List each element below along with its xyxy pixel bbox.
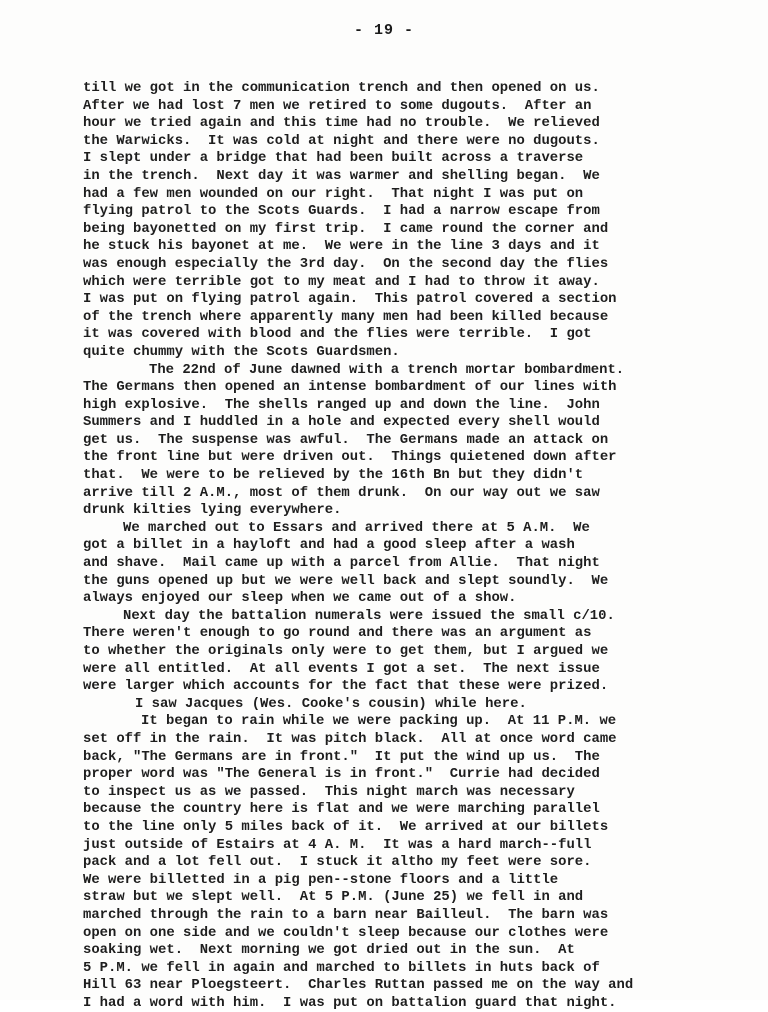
text-line: to inspect us as we passed. This night march was necessary [83, 783, 575, 800]
text-line: to whether the originals only were to get them, but I argued we [83, 643, 609, 659]
body-text [83, 80, 693, 1012]
text-line: Next day the battalion numerals were issued the small c/10. [123, 607, 615, 624]
text-line: which were terrible got to my meat and I had to throw it away. [83, 273, 600, 290]
text-line: the guns opened up but we were well back and slept soundly. We [83, 572, 609, 589]
text-line: were all entitled. At all events I got a set. The next issue [83, 660, 600, 677]
text-line: drunk kilties lying everywhere. [83, 502, 342, 519]
text-line: the front line but were driven out. Things quietened down after [83, 449, 617, 466]
text-line: had a few men wounded on our right. That night I was put on [83, 185, 584, 202]
text-line: to the line only 5 miles back of it. We arrived at our billets [83, 818, 609, 835]
text-line: and shave. Mail came up with a parcel from Allie. That night [83, 555, 600, 572]
text-line: back, "The Germans are in front." It put the wind up us. The [83, 748, 600, 765]
text-line: arrive till 2 A.M., most of them drunk. On our way out we saw [83, 484, 600, 501]
text-line: he stuck his bayonet at me. We were in the line 3 days and it [83, 238, 600, 255]
text-line: that. We were to be relieved by the 16th Bn but they didn't [83, 467, 584, 484]
text-line: It began to rain while we were packing up. At 11 P.M. we [141, 713, 617, 730]
text-line: The 22nd of June dawned with a trench mortar bombardment. [149, 361, 625, 378]
text-line: 5 P.M. we fell in again and marched to billets in huts back of [83, 959, 600, 976]
text-line: The Germans then opened an intense bombardment of our lines with [83, 379, 617, 396]
text-line: high explosive. The shells ranged up and down the line. John [83, 396, 600, 413]
text-line: hour we tried again and this time had no trouble. We relieved [83, 115, 600, 132]
text-line: marched through the rain to a barn near Bailleul. The barn was [83, 906, 609, 923]
text-line: There weren't enough to go round and there was an argument as [83, 625, 592, 642]
text-line: After we had lost 7 men we retired to some dugouts. After an [83, 97, 592, 114]
text-line: it was covered with blood and the flies were terrible. I got [83, 326, 592, 343]
text-line: till we got in the communication trench and then opened on us. [83, 80, 600, 96]
text-line: flying patrol to the Scots Guards. I had a narrow escape from [83, 203, 600, 220]
text-line: I was put on flying patrol again. This patrol covered a section [83, 291, 617, 308]
text-line: We were billetted in a pig pen--stone floors and a little [83, 871, 559, 888]
text-line: get us. The suspense was awful. The Germans made an attack on [83, 431, 609, 448]
text-line: We marched out to Essars and arrived there at 5 A.M. We [123, 519, 590, 536]
text-line: I slept under a bridge that had been built across a traverse [83, 150, 584, 167]
text-line: I had a word with him. I was put on battalion guard that night. [83, 994, 617, 1011]
text-line: in the trench. Next day it was warmer and shelling began. We [83, 167, 600, 184]
text-line: I saw Jacques (Wes. Cooke's cousin) while here. [135, 695, 527, 712]
text-line: Summers and I huddled in a hole and expected every shell would [83, 414, 600, 431]
text-line: just outside of Estairs at 4 A. M. It was a hard march--full [83, 836, 592, 853]
text-line: set off in the rain. It was pitch black. All at once word came [83, 730, 617, 747]
text-line: proper word was "The General is in front." Currie had decided [83, 766, 600, 783]
page-number: - 19 - [353, 22, 414, 39]
text-line: being bayonetted on my first trip. I came round the corner and [83, 220, 609, 237]
text-line: pack and a lot fell out. I stuck it altho my feet were sore. [83, 854, 592, 871]
text-line: open on one side and we couldn't sleep because our clothes were [83, 924, 609, 941]
text-line: soaking wet. Next morning we got dried out in the sun. At [83, 942, 575, 959]
text-line: of the trench where apparently many men had been killed because [83, 308, 609, 325]
text-line: got a billet in a hayloft and had a good sleep after a wash [83, 537, 575, 554]
text-line: the Warwicks. It was cold at night and there were no dugouts. [83, 132, 600, 149]
text-line: always enjoyed our sleep when we came out of a show. [83, 590, 517, 607]
text-line: were larger which accounts for the fact that these were prized. [83, 678, 609, 695]
text-line: because the country here is flat and we were marching parallel [83, 801, 600, 818]
text-line: quite chummy with the Scots Guardsmen. [83, 343, 400, 360]
text-line: straw but we slept well. At 5 P.M. (June 25) we fell in and [83, 889, 584, 906]
text-line: was enough especially the 3rd day. On the second day the flies [83, 255, 609, 272]
text-line: Hill 63 near Ploegsteert. Charles Ruttan passed me on the way and [83, 977, 634, 994]
